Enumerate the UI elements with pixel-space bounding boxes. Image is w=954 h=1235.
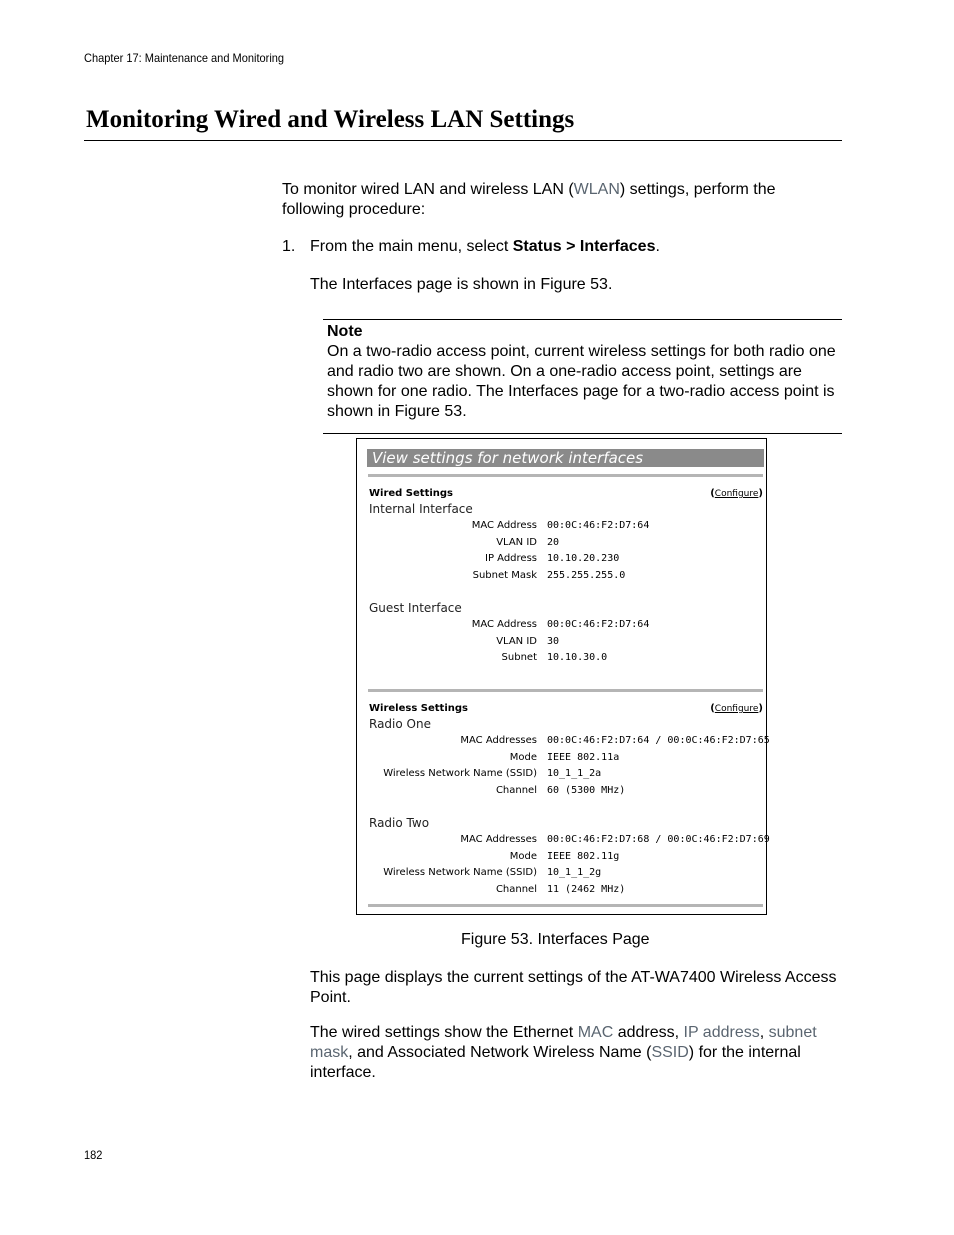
radio-two-label: Radio Two [369,816,430,830]
subnet-mask-link[interactable]: subnet mask [310,1024,817,1061]
menu-path: Status > Interfaces [512,238,656,255]
field-label: Wireless Network Name (SSID) [383,867,537,878]
field-label: Channel [495,884,537,895]
field-value: 00:0C:46:F2:D7:64 [547,619,650,630]
field-value: 10_1_1_2a [547,768,602,779]
ssid-link[interactable]: SSID [651,1044,689,1061]
field-label: MAC Addresses [460,735,537,746]
mac-link[interactable]: MAC [577,1024,614,1041]
field-label: IP Address [485,553,537,564]
note-box [327,322,842,422]
field-label: Wireless Network Name (SSID) [383,768,537,779]
field-value: 00:0C:46:F2:D7:64 [547,520,650,531]
note-bottom-rule [323,433,842,434]
chapter-header: Chapter 17: Maintenance and Monitoring [84,51,285,65]
field-value: 255.255.255.0 [547,570,626,581]
field-label: VLAN ID [496,636,537,647]
field-label: MAC Addresses [460,834,537,845]
wireless-settings-heading: Wireless Settings [369,703,468,714]
field-value: 20 [547,537,560,548]
figure-title-bar: View settings for network interfaces [367,449,764,467]
intro-paragraph: To monitor wired LAN and wireless LAN (WLAN) settings, perform the following procedure: [282,181,776,218]
title-rule [84,140,842,141]
field-label: MAC Address [471,520,537,531]
field-value: 10.10.20.230 [547,553,620,564]
field-value: 00:0C:46:F2:D7:64 / 00:0C:46:F2:D7:65 [547,735,770,746]
note-heading: Note [327,323,363,340]
wired-configure-link[interactable]: (Configure) [710,488,763,499]
interfaces-figure [356,438,770,915]
wired-settings-heading: Wired Settings [369,488,454,499]
figure-caption: Figure 53. Interfaces Page [461,931,650,948]
wireless-configure-link[interactable]: (Configure) [710,703,763,714]
field-value: 30 [547,636,560,647]
note-top-rule [323,319,842,320]
separator [368,689,763,692]
field-label: Channel [495,785,537,796]
field-value: 11 (2462 MHz) [547,884,626,895]
field-label: Mode [509,752,537,763]
field-value: IEEE 802.11a [547,752,620,763]
field-value: 60 (5300 MHz) [547,785,626,796]
step-1: From the main menu, select Status > Interfaces. [310,238,660,255]
field-value: 10_1_1_2g [547,867,602,878]
field-label: Subnet [501,652,537,663]
separator [368,904,763,907]
field-label: Subnet Mask [472,570,537,581]
internal-interface-label: Internal Interface [369,502,473,516]
note-text: On a two-radio access point, current wireless settings for both radio one and radio two are shown. On a one-radio access point, settings are shown for one radio. The Interfaces page for a two-radio access point is shown in Figure 53. [327,343,836,420]
radio-one-label: Radio One [369,717,431,731]
field-value: 00:0C:46:F2:D7:68 / 00:0C:46:F2:D7:69 [547,834,770,845]
ip-address-link[interactable]: IP address [683,1024,760,1041]
body-paragraph-1: This page displays the current settings of the AT-WA7400 Wireless Access Point. [310,969,837,1006]
wlan-link[interactable]: WLAN [573,181,620,198]
field-label: Mode [509,851,537,862]
field-value: 10.10.30.0 [547,652,608,663]
separator [368,474,763,477]
step-1-result: The Interfaces page is shown in Figure 53. [310,276,613,293]
body-paragraph-2: The wired settings show the Ethernet MAC address, IP address, subnet mask, and Associated Network Wireless Name (SSID) for the internal interface. [310,1024,817,1081]
page-number: 182 [84,1148,103,1162]
field-label: MAC Address [471,619,537,630]
step-number: 1. [282,238,296,255]
field-label: VLAN ID [496,537,537,548]
section-title: Monitoring Wired and Wireless LAN Settings [86,106,575,133]
guest-interface-label: Guest Interface [369,601,462,615]
field-value: IEEE 802.11g [547,851,620,862]
